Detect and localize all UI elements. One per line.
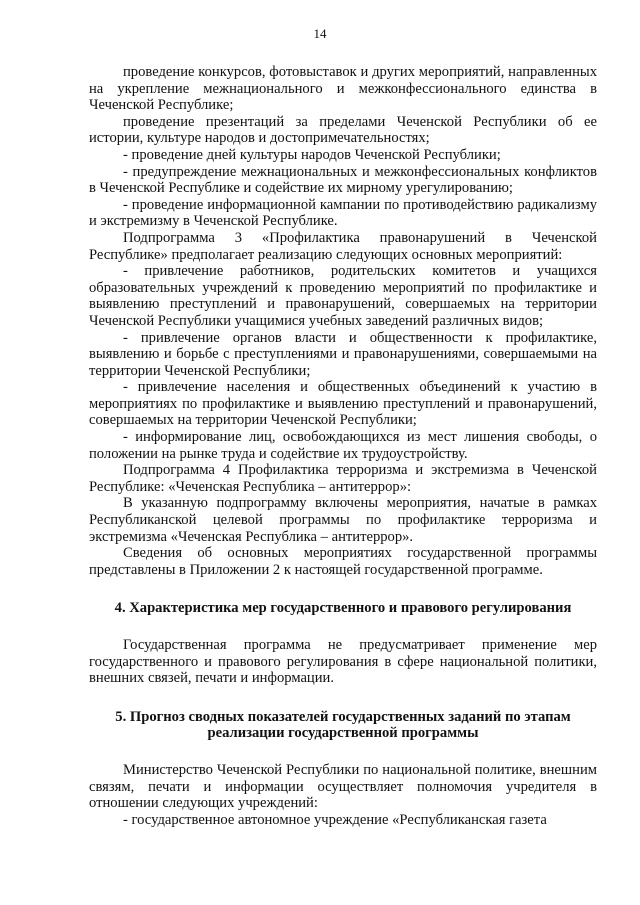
paragraph: проведение конкурсов, фотовыставок и других мероприятий, направленных на укрепление межнационального и межконфессионального единства в Чеченской Республике;: [89, 64, 597, 114]
paragraph: - проведение информационной кампании по противодействию радикализму и экстремизму в Чеченской Республике.: [89, 196, 597, 230]
paragraph: - привлечение работников, родительских комитетов и учащихся образовательных учреждений к проведению мероприятий по профилактике и выявлению преступлений и правонарушений, совершаемых на территории Чеченской Республики учащимися учебных заведений различных видов;: [89, 263, 597, 329]
page-number: 14: [313, 26, 327, 41]
paragraph: Подпрограмма 3 «Профилактика правонарушений в Чеченской Республике» предполагает реализацию следующих основных мероприятий:: [89, 229, 597, 263]
section-5-heading-line: 5. Прогноз сводных показателей государственных заданий по этапам: [115, 708, 571, 725]
paragraph: - предупреждение межнациональных и межконфессиональных конфликтов в Чеченской Республике и содействие их мирному урегулированию;: [89, 163, 597, 197]
paragraph: - привлечение населения и общественных объединений к участию в мероприятиях по профилактике и выявлению преступлений и правонарушений, совершаемых на территории Чеченской Республики;: [89, 379, 597, 429]
paragraph: - информирование лиц, освобождающихся из мест лишения свободы, о положении на рынке труда и содействие их трудоустройству.: [89, 429, 597, 462]
section-4-heading: 4. Характеристика мер государственного и правового регулирования: [114, 600, 572, 617]
paragraph: Министерство Чеченской Республики по национальной политике, внешним связям, печати и информации осуществляет полномочия учредителя в отношении следующих учреждений:: [89, 761, 597, 812]
document-body: [89, 64, 597, 828]
paragraph: Сведения об основных мероприятиях государственной программы представлены в Приложении 2 к настоящей государственной программе.: [89, 545, 597, 578]
paragraph: - государственное автономное учреждение «Республиканская газета: [123, 811, 547, 828]
section-5-heading: [89, 709, 597, 742]
paragraph: проведение презентаций за пределами Чеченской Республики об ее истории, культуре народов и достопримечательностях;: [89, 113, 597, 147]
paragraph: Государственная программа не предусматривает применение мер государственного и правового регулирования в сфере национальной политики, внешних связей, печати и информации.: [89, 637, 597, 687]
paragraph: Подпрограмма 4 Профилактика терроризма и экстремизма в Чеченской Республике: «Чеченская Республика – антитеррор»:: [89, 462, 597, 495]
paragraph: В указанную подпрограмму включены мероприятия, начатые в рамках Республиканской целевой программы по профилактике терроризма и экстремизма «Чеченская Республика – антитеррор».: [89, 495, 597, 545]
paragraph: - проведение дней культуры народов Чеченской Республики;: [123, 146, 501, 163]
paragraph: - привлечение органов власти и общественности к профилактике, выявлению и борьбе с преступлениями и правонарушениями, совершаемыми на территории Чеченской Республики;: [89, 329, 597, 379]
section-5-heading-line: реализации государственной программы: [207, 725, 479, 742]
